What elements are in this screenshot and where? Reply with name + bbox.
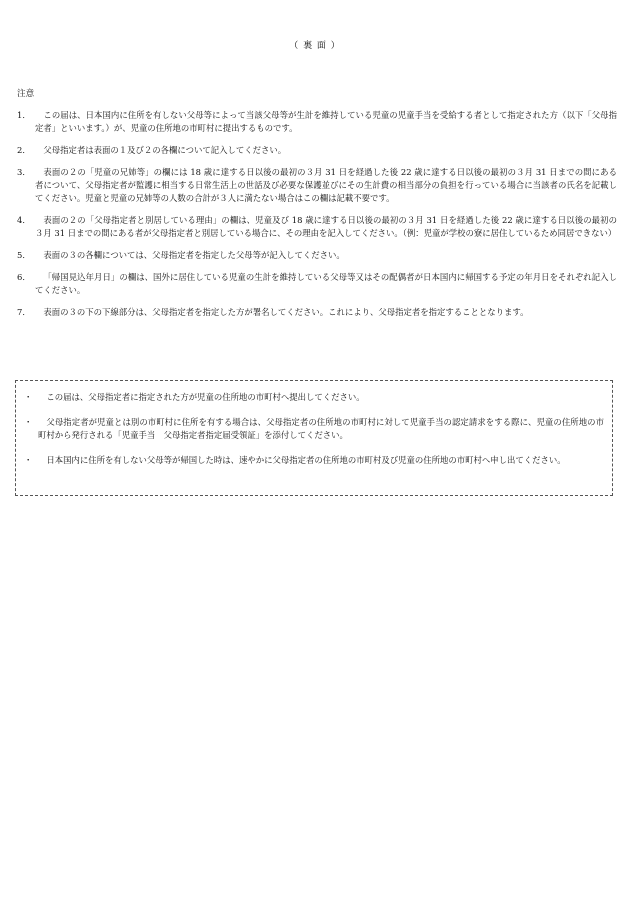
notes-heading: 注意 — [17, 89, 35, 99]
note-item — [17, 144, 617, 157]
notes-list — [17, 109, 617, 328]
notice-item — [24, 454, 604, 467]
note-number: 6． — [17, 272, 31, 282]
bullet-icon: ・ — [24, 455, 33, 465]
note-number: 4． — [17, 215, 31, 225]
note-text: 表面の３の各欄については、父母指定者を指定した父母等が記入してください。 — [43, 250, 345, 260]
note-text: この届は、日本国内に住所を有しない父母等によって当該父母等が生計を維持している児童の児童手当を受給する者として指定された方（以下「父母指定者」といいます。）が、児童の住所地の市町村に提出するものです。 — [35, 110, 617, 133]
note-item — [17, 166, 617, 205]
note-text: 表面の２の「父母指定者と別居している理由」の欄は、児童及び 18 歳に達する日以後の最初の３月 31 日を経過した後 22 歳に達する日以後の最初の３月 31 日までの間にある者が父母指定者と別居している場合に、その理由を記入してください。（例：児童が学校の寮に居住しているため同居できない） — [35, 215, 617, 238]
page-title: （ 裏 面 ） — [289, 41, 341, 51]
notice-text: 父母指定者が児童とは別の市町村に住所を有する場合は、父母指定者の住所地の市町村に対して児童手当の認定請求をする際に、児童の住所地の市町村から発行される「児童手当 父母指定者指定届受領証」を添付してください。 — [38, 417, 604, 440]
notice-text: この届は、父母指定者に指定された方が児童の住所地の市町村へ提出してください。 — [46, 392, 365, 402]
notice-list — [24, 391, 604, 467]
notice-text: 日本国内に住所を有しない父母等が帰国した時は、速やかに父母指定者の住所地の市町村及び児童の住所地の市町村へ申し出てください。 — [46, 455, 566, 465]
note-number: 1． — [17, 110, 31, 120]
note-item — [17, 249, 617, 262]
note-text: 表面の３の下の下線部分は、父母指定者を指定した方が署名してください。これにより、父母指定者を指定することとなります。 — [43, 307, 529, 317]
note-number: 3． — [17, 167, 31, 177]
note-text: 父母指定者は表面の１及び２の各欄について記入してください。 — [43, 145, 287, 155]
notice-item — [24, 391, 604, 404]
note-item — [17, 306, 617, 319]
notice-box — [15, 380, 613, 496]
notice-item — [24, 416, 604, 442]
note-item — [17, 214, 617, 240]
note-text: 表面の２の「児童の兄姉等」の欄には 18 歳に達する日以後の最初の３月 31 日を経過した後 22 歳に達する日以後の最初の３月 31 日までの間にある者について、父母指定者が監護に相当する日常生活上の世話及び必要な保護並びにその生計費の相当部分の負担を行っている場合に当該者の氏名を記載してください。児童と児童の兄姉等の人数の合計が３人に満たない場合はこの欄は記載不要です。 — [35, 167, 617, 203]
note-number: 2． — [17, 145, 31, 155]
note-item — [17, 109, 617, 135]
note-number: 5． — [17, 250, 31, 260]
bullet-icon: ・ — [24, 392, 33, 402]
bullet-icon: ・ — [24, 417, 33, 427]
note-text: 「帰国見込年月日」の欄は、国外に居住している児童の生計を維持している父母等又はその配偶者が日本国内に帰国する予定の年月日をそれぞれ記入してください。 — [35, 272, 617, 295]
note-number: 7． — [17, 307, 31, 317]
note-item — [17, 271, 617, 297]
